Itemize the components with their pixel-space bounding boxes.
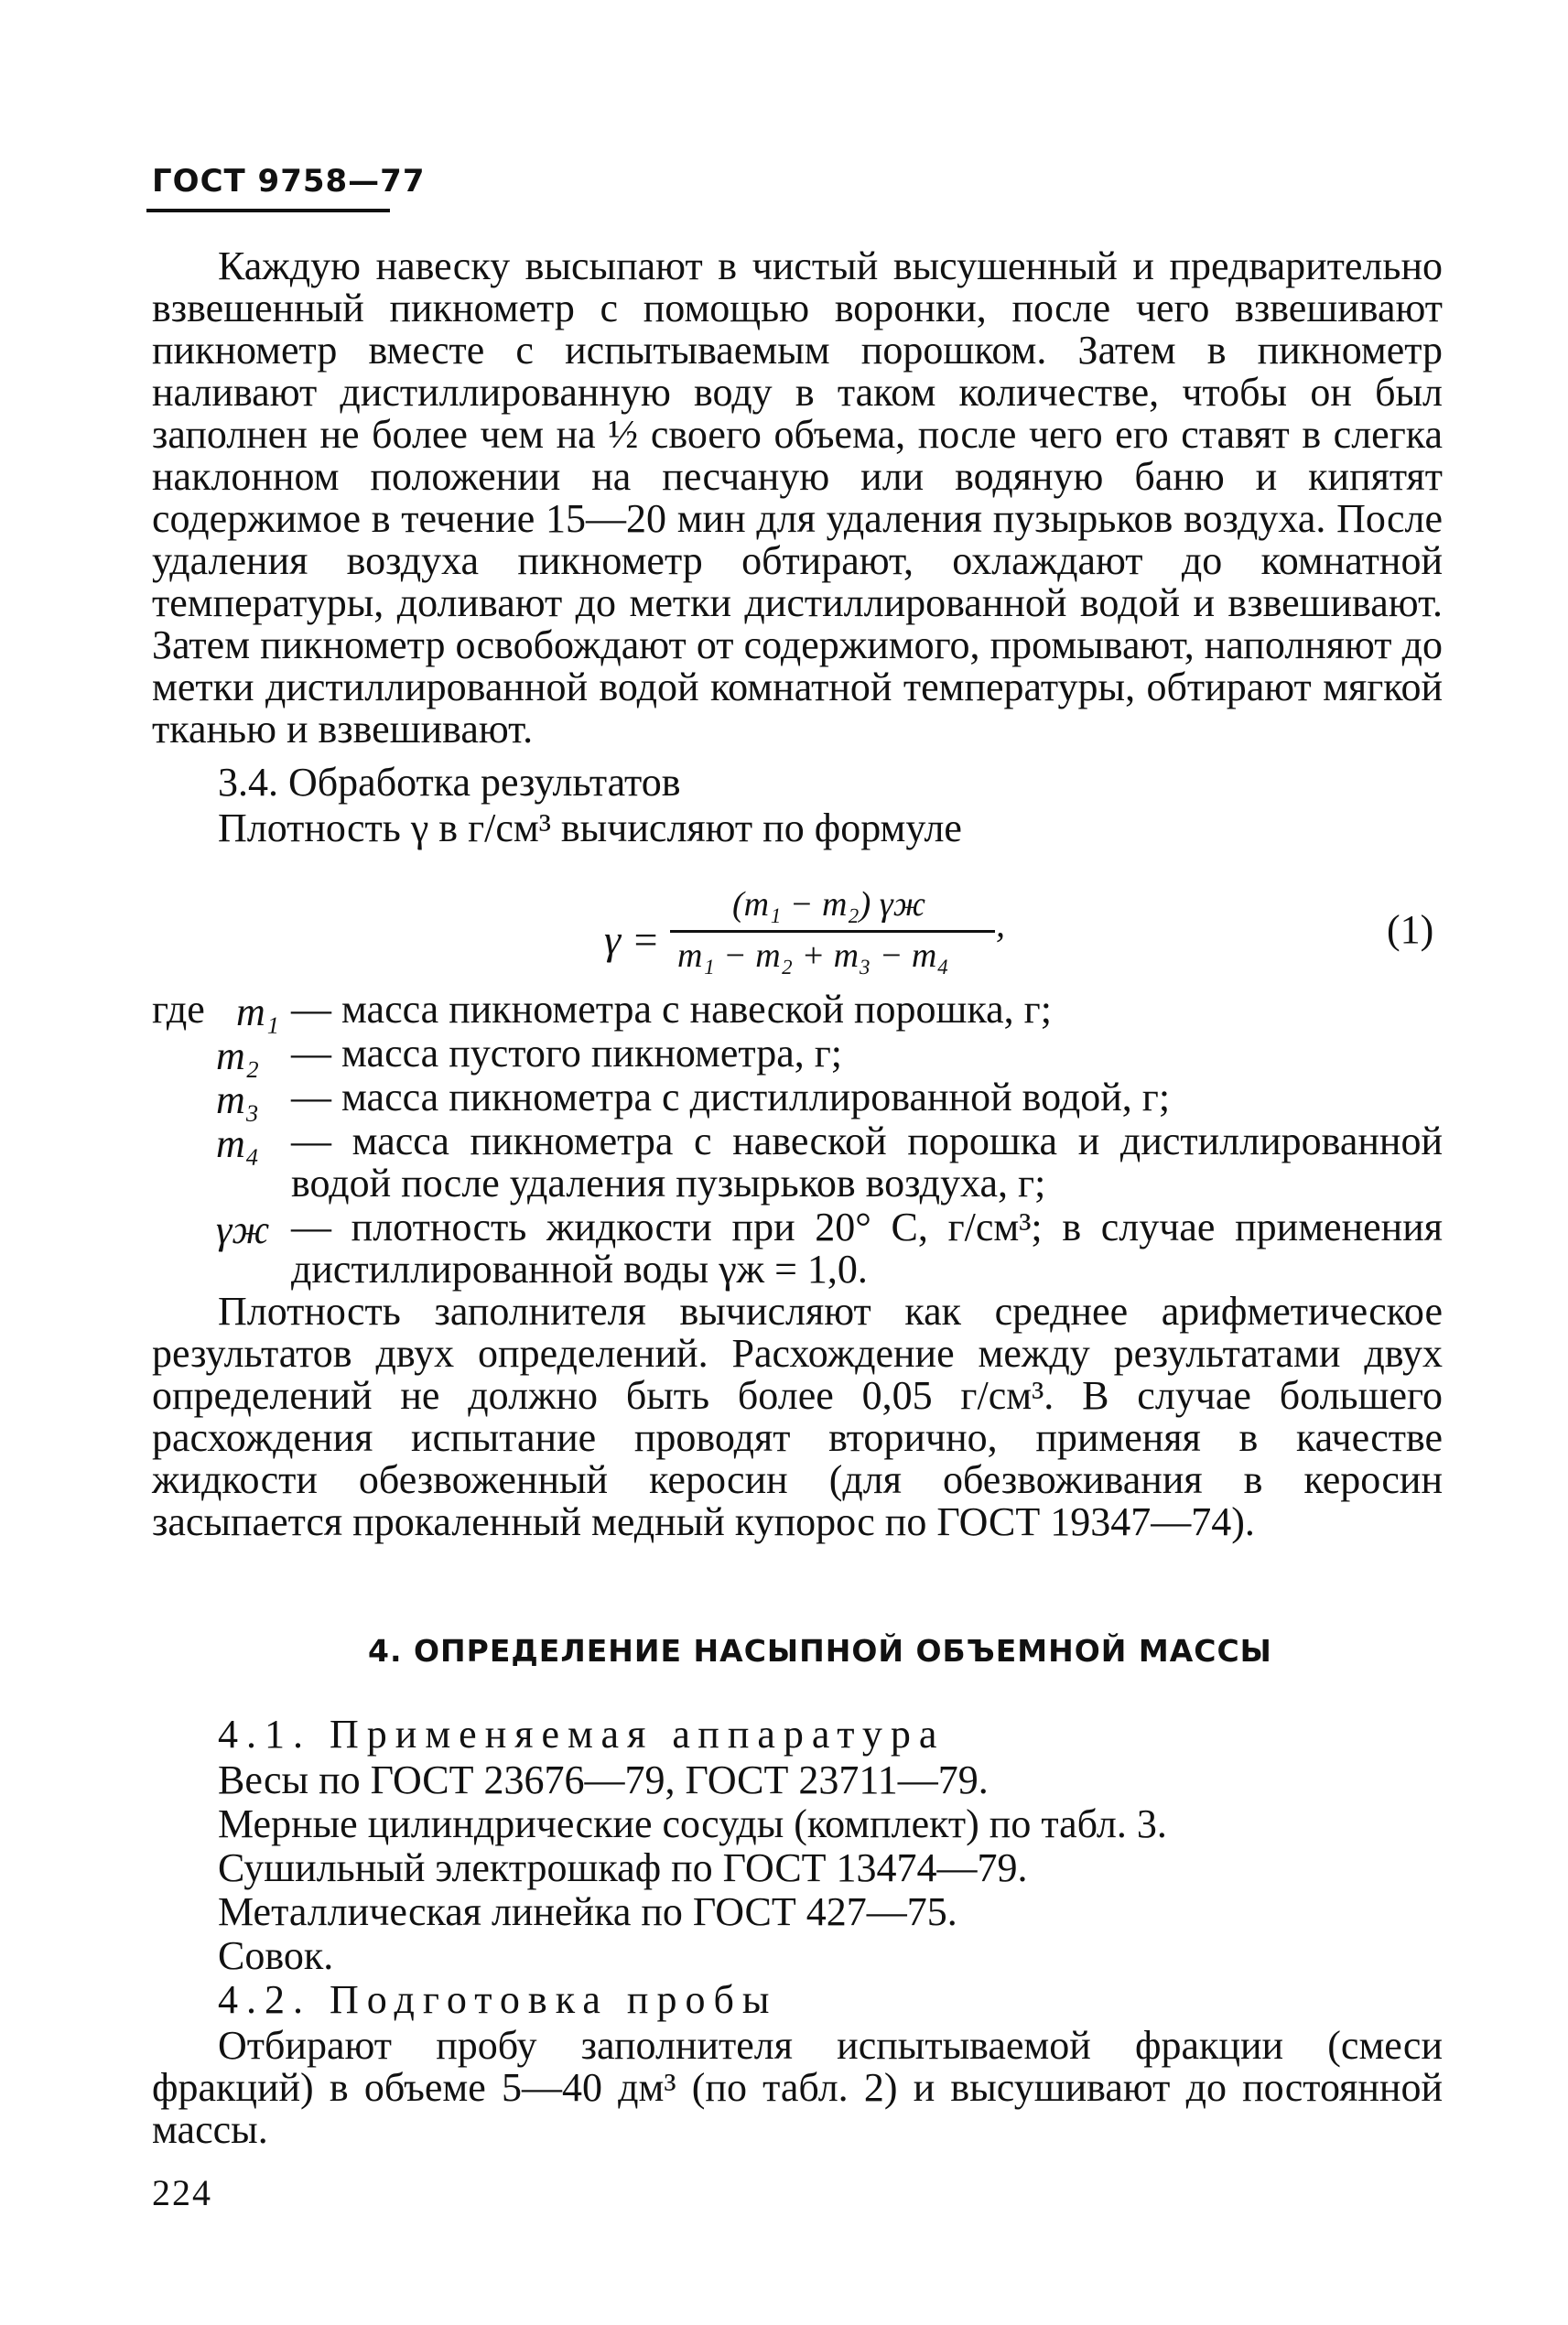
paragraph-procedure: Каждую навеску высыпают в чистый высушенный и предварительно взвешенный пикнометр с помощью воронки, после чего взвешивают пикнометр вместе с испытываемым порошком. Затем в пикнометр наливают дистиллированную воду в таком количестве, чтобы он был заполнен не более чем на ½ своего объема, после чего его ставят в слегка наклонном положении на песчаную или водяную баню и кипятят содержимое в течение 15—20 мин для удаления пузырьков воздуха. После удаления воздуха пикнометр обтирают, охлаждают до комнатной температуры, доливают до метки дистиллированной водой и взвешивают. Затем пикнометр освобождают от содержимого, промывают, наполняют до метки дистиллированной водой комнатной температуры, обтирают мягкой тканью и взвешивают.	[152, 243, 1443, 752]
formula-denominator: m₁ − m₂ + m₃ − m₄	[677, 936, 949, 975]
page-number: 224	[152, 2172, 212, 2213]
definition-text: — масса пустого пикнометра, г;	[291, 1031, 842, 1076]
apparatus-item: Металлическая линейка по ГОСТ 427—75.	[218, 1889, 957, 1934]
apparatus-item: Весы по ГОСТ 23676—79, ГОСТ 23711—79.	[218, 1757, 989, 1802]
formula-lhs: γ =	[604, 916, 660, 963]
fraction-bar	[670, 930, 995, 933]
apparatus-item: Совок.	[218, 1933, 334, 1978]
formula-numerator: (m₁ − m₂) γж	[732, 885, 926, 924]
definition-symbol: m₃	[216, 1077, 260, 1122]
where-label: где	[152, 987, 205, 1032]
paragraph-sample-prep: Отбирают пробу заполнителя испытываемой фракции (смеси фракций) в объеме 5—40 дм³ (по табл. 2) и высушивают до постоянной массы.	[152, 2023, 1443, 2152]
section-4-1-title: 4.1. Применяемая аппаратура	[218, 1712, 946, 1757]
section-4-heading: 4. ОПРЕДЕЛЕНИЕ НАСЫПНОЙ ОБЪЕМНОЙ МАССЫ	[368, 1633, 1272, 1669]
definition-text: — масса пикнометра с навеской порошка и дистиллированной водой после удаления пузырьков воздуха, г;	[291, 1119, 1443, 1206]
definition-symbol: γж	[216, 1207, 270, 1252]
formula-comma: ,	[996, 903, 1005, 945]
section-3-4-title: 3.4. Обработка результатов	[218, 760, 681, 805]
density-formula	[586, 884, 1044, 985]
paragraph-results: Плотность заполнителя вычисляют как среднее арифметическое результатов двух определений. Расхождение между результатами двух определений не должно быть более 0,05 г/см³. В случае большего расхождения испытание проводят вторично, применяя в качестве жидкости обезвоженный керосин (для обезвоживания в керосин засыпается прокаленный медный купорос по ГОСТ 19347—74).	[152, 1289, 1443, 1544]
definition-text: — масса пикнометра с навеской порошка, г;	[291, 987, 1052, 1032]
header-underline	[146, 209, 390, 212]
definition-symbol: m₄	[216, 1121, 260, 1166]
definition-symbol: m₁	[236, 989, 280, 1034]
definition-symbol: m₂	[216, 1033, 260, 1078]
apparatus-item: Мерные цилиндрические сосуды (комплект) по табл. 3.	[218, 1801, 1167, 1846]
section-4-2-title: 4.2. Подготовка пробы	[218, 1977, 778, 2022]
definition-text: — масса пикнометра с дистиллированной водой, г;	[291, 1075, 1171, 1119]
definition-text: — плотность жидкости при 20° С, г/см³; в случае применения дистиллированной воды γж = 1,0.	[291, 1205, 1443, 1292]
apparatus-item: Сушильный электрошкаф по ГОСТ 13474—79.	[218, 1845, 1028, 1890]
density-formula-intro: Плотность γ в г/см³ вычисляют по формуле	[218, 806, 962, 850]
document-header: ГОСТ 9758—77	[152, 163, 426, 200]
equation-number: (1)	[1387, 907, 1434, 952]
